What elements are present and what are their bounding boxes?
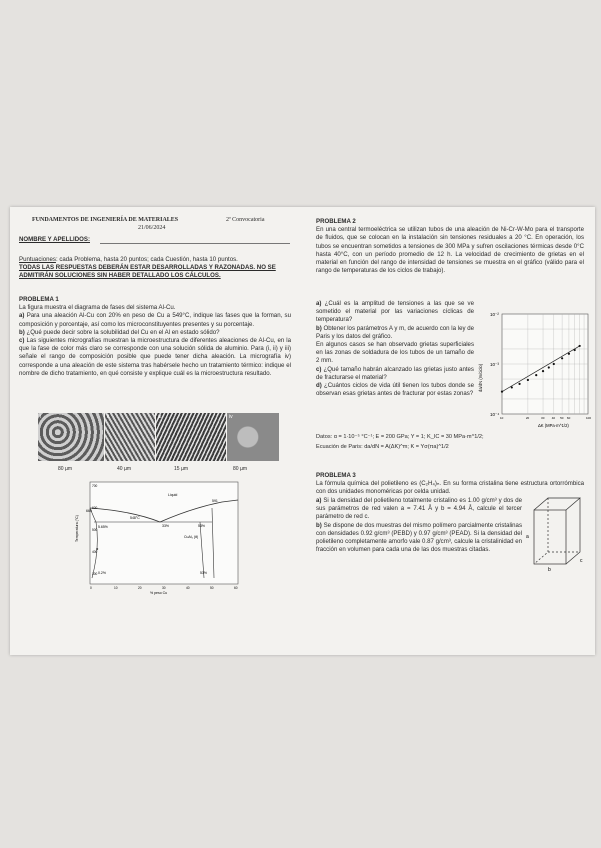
name-line[interactable]: [100, 243, 290, 244]
name-label: NOMBRE Y APELLIDOS:: [19, 236, 90, 243]
cell-hidden-edges: [534, 498, 580, 564]
label-565: 5.65%: [98, 525, 108, 529]
phase-xtick-4: 40: [186, 586, 190, 590]
paris-point-6: [548, 366, 550, 368]
label-53b: 53%: [200, 571, 208, 575]
paris-xticks: [500, 416, 591, 420]
paris-xtick-4: 50: [560, 416, 564, 420]
problem3-title: PROBLEMA 3: [316, 472, 356, 479]
label-02: 0.2%: [98, 571, 106, 575]
phase-ytick-2: 500: [92, 528, 98, 532]
paris-xtick-3: 40: [551, 416, 556, 420]
phase-ylabel: Temperatura (°C): [75, 515, 79, 542]
scoring-text: : cada Problema, hasta 20 puntos; cada Cuestión, hasta 10 puntos.: [55, 256, 238, 263]
paris-point-7: [553, 363, 555, 365]
problem2-data: Datos: α = 1·10⁻⁵ °C⁻¹; E = 200 GPa; Y = 1; K_IC = 30 MPa·m^1/2;: [316, 434, 484, 440]
phase-ytick-3: 400: [92, 550, 98, 554]
problem1-part-b: [19, 329, 291, 337]
problem2-middle: En algunos casos se han observado grietas superficiales en las zonas de soldadura de los tubos de un tamaño de 2 mm.: [316, 341, 474, 365]
paris-point-3: [527, 379, 529, 381]
paris-xlabel: ΔK (MPa·m^1/2): [538, 423, 569, 428]
part-c-label: c): [19, 337, 25, 345]
cell-label-b: b: [548, 567, 551, 572]
problem2-text: [316, 218, 584, 275]
phase-ytick-1: 600: [92, 506, 98, 510]
cell-front-face: [534, 510, 566, 564]
label-548: 548°C: [130, 516, 140, 520]
problem3-part-b: [316, 522, 522, 555]
label-660: 660: [86, 509, 92, 513]
cell-label-a: a: [526, 534, 529, 540]
scoring-line: [19, 256, 238, 264]
micrograph-i-scale: 80 µm: [58, 466, 72, 472]
part-a-label: a): [19, 312, 25, 320]
course-title: FUNDAMENTOS DE INGENIERÍA DE MATERIALES: [32, 217, 179, 223]
paris-point-11: [579, 345, 581, 347]
phase-xtick-1: 10: [114, 586, 118, 590]
problem2-part-b: [316, 325, 474, 341]
phase-diagram: [72, 478, 244, 596]
cell-edges: [534, 498, 580, 564]
p2-part-c-text: ¿Qué tamaño habrán alcanzado las grietas justo antes de fracturarse el material?: [316, 365, 474, 381]
phase-xlabel: % peso Cu: [150, 591, 168, 595]
p2-part-a-label: a): [316, 300, 322, 307]
p3-part-b-label: b): [316, 521, 322, 529]
paris-ytick-0: 10⁻²: [490, 312, 499, 317]
warning-line-1: TODAS LAS RESPUESTAS DEBERÁN ESTAR DESARROLLADAS Y RAZONADAS. NO SE: [19, 264, 276, 271]
micrograph-ii-scale: 40 µm: [117, 466, 131, 472]
p3-part-b-text: Se dispone de dos muestras del mismo polímero parcialmente cristalinas con densidades 0.92 g/cm³ (PEBD) y 0.97 g/cm³ (PEAD). Si la densidad del polietileno completamente amorfo vale 0.87 g/cm³, calcule la cristalinidad en fracción en volumen para cada una de las dos muestras citadas.: [316, 521, 522, 554]
p2-part-c-label: c): [316, 365, 322, 373]
label-33: 33%: [162, 524, 170, 528]
phase-xtick-3: 30: [162, 586, 166, 590]
p2-part-b-label: b): [316, 324, 322, 332]
part-a-text: Para una aleación Al-Cu con 20% en peso de Cu a 549°C, indique las fases que la forman, su composición y porcentaje, así como los microconstituyentes presentes y su porcentaje.: [19, 312, 291, 328]
micrograph-iii-label: iii: [158, 414, 162, 420]
scoring-label: Puntuaciones: [19, 256, 56, 263]
paris-xtick-6: 100: [586, 416, 592, 420]
micrograph-ii-label: ii: [107, 414, 110, 420]
phase-ytick-4: 300: [92, 572, 98, 576]
paris-point-1: [511, 386, 513, 388]
paris-point-8: [561, 357, 563, 359]
paris-xtick-1: 20: [525, 416, 530, 420]
phase-xtick-5: 50: [210, 586, 214, 590]
paris-point-0: [501, 391, 503, 393]
paris-yticks: [490, 312, 499, 417]
micrograph-i: [38, 413, 104, 461]
micrograph-iv: [227, 413, 279, 461]
p2-part-a-text: ¿Cuál es la amplitud de tensiones a las que se ve sometido el material por las variaciones cíclicas de temperatura?: [316, 300, 474, 324]
problem1-title: PROBLEMA 1: [19, 296, 59, 303]
micrograph-iv-label: iv: [229, 414, 233, 420]
phase-xtick-0: 0: [90, 586, 92, 590]
paris-point-5: [542, 370, 544, 372]
part-b-label: b): [19, 328, 25, 336]
part-c-text: Las siguientes micrografías muestran la microestructura de diferentes aleaciones de Al-Cu, en la que la fase de color más claro se corresponde con una solución sólida de aluminio. Para (i, ii) y iii) señale el rango de composición posible que puede tener dicha aleación. La micrografía iv) corresponde a una aleación de este sistema tras habérsele hecho un tratamiento térmico: indique el nombre de dicho tratamiento, en qué consiste y explique cuál es la microestructura resultado.: [19, 337, 291, 377]
problem1-part-a: [19, 312, 291, 328]
phase-diagram-frame: [90, 482, 238, 584]
label-591: 591: [212, 499, 218, 503]
problem1-text: [19, 296, 291, 378]
problem2-part-d: [316, 382, 474, 398]
paris-ytick-2: 10⁻⁴: [490, 412, 500, 417]
phase-ytick-0: 700: [92, 484, 98, 488]
paris-point-2: [518, 383, 520, 385]
problem2-title: PROBLEMA 2: [316, 218, 356, 225]
label-alpha: α: [96, 546, 99, 551]
problem2-parts: [316, 300, 474, 398]
p2-part-d-label: d): [316, 382, 322, 390]
phase-xticks: [90, 586, 238, 590]
region-liquid: Liquid: [168, 493, 178, 497]
problem1-intro: La figura muestra el diagrama de fases del sistema Al-Cu.: [19, 304, 176, 312]
paris-ytick-1: 10⁻³: [490, 362, 499, 367]
problem2-part-a: [316, 300, 474, 325]
paris-chart: [476, 306, 592, 430]
paris-ylabel: da/dN (m/ciclo): [478, 363, 483, 392]
p2-part-b-text: Obtener los parámetros A y m, de acuerdo con la ley de Paris y los datos del gráfico.: [316, 324, 474, 340]
problem3-part-a: [316, 497, 522, 522]
phase-xtick-6: 60: [234, 586, 238, 590]
paris-point-9: [568, 353, 570, 355]
micrograph-i-label: i: [40, 414, 42, 420]
micrograph-iii: [156, 413, 226, 461]
problem2-paris: Ecuación de Paris: da/dN = A(ΔK)^m; K = Yσ(πa)^1/2: [316, 444, 449, 450]
paris-xtick-0: 10: [500, 416, 504, 420]
problem1-part-c: [19, 337, 291, 378]
p2-part-d-text: ¿Cuántos ciclos de vida útil tienen los tubos donde se observan esas grietas antes de fracturar por estas zonas?: [316, 382, 474, 398]
micrograph-ii: [105, 413, 155, 461]
paris-point-10: [574, 349, 576, 351]
label-53: 53%: [198, 524, 206, 528]
unit-cell-diagram: [522, 492, 590, 572]
cell-label-c: c: [580, 558, 583, 564]
warning-line-2: ADMITIRÁN SOLUCIONES SIN HABER DETALLADO LOS CÁLCULOS.: [19, 272, 221, 279]
problem2-part-c: [316, 366, 474, 382]
micrograph-iii-scale: 15 µm: [174, 466, 188, 472]
problem3-intro: La fórmula química del polietileno es (C₂H₄)ₙ. En su forma cristalina tiene estructura ortorrómbica con dos unidades monoméricas por celda unidad.: [316, 480, 584, 496]
label-theta: CuAl₂ (θ): [184, 535, 199, 539]
paris-point-4: [535, 374, 537, 376]
part-b-text: ¿Qué puede decir sobre la solubilidad del Cu en el Al en estado sólido?: [26, 328, 220, 336]
paris-xtick-2: 30: [541, 416, 545, 420]
paris-grid: [502, 314, 588, 414]
paris-xtick-5: 60: [566, 416, 571, 420]
exam-date: 21/06/2024: [138, 225, 166, 231]
problem2-intro: En una central termoeléctrica se utilizan tubos de una aleación de Ni-Cr-W-Mo para el transporte de fluidos, que se colocan en la instalación sin tensiones residuales a 20 °C. En operación, los tubos se encuentran sometidos a tensiones de 300 MPa y sufren oscilaciones térmicas desde 0°C hasta 40°C, con un período promedio de 12 h. La velocidad de crecimiento de grietas en el material en función del rango de intensidad de tensiones se muestra en el gráfico (válido para el rango de temperaturas de los ciclos de trabajo).: [316, 226, 584, 275]
phase-xtick-2: 20: [138, 586, 142, 590]
p3-part-a-text: Si la densidad del polietileno totalmente cristalino es 1.00 g/cm³ y dos de sus parámetros de red valen a = 7.41 Å y b = 4.94 Å, calcule el tercer parámetro de red c.: [316, 497, 523, 521]
problem3-parts: [316, 497, 522, 554]
session-label: 2ª Convocatoria: [226, 217, 265, 223]
micrograph-iv-scale: 80 µm: [233, 466, 247, 472]
p3-part-a-label: a): [316, 497, 322, 504]
